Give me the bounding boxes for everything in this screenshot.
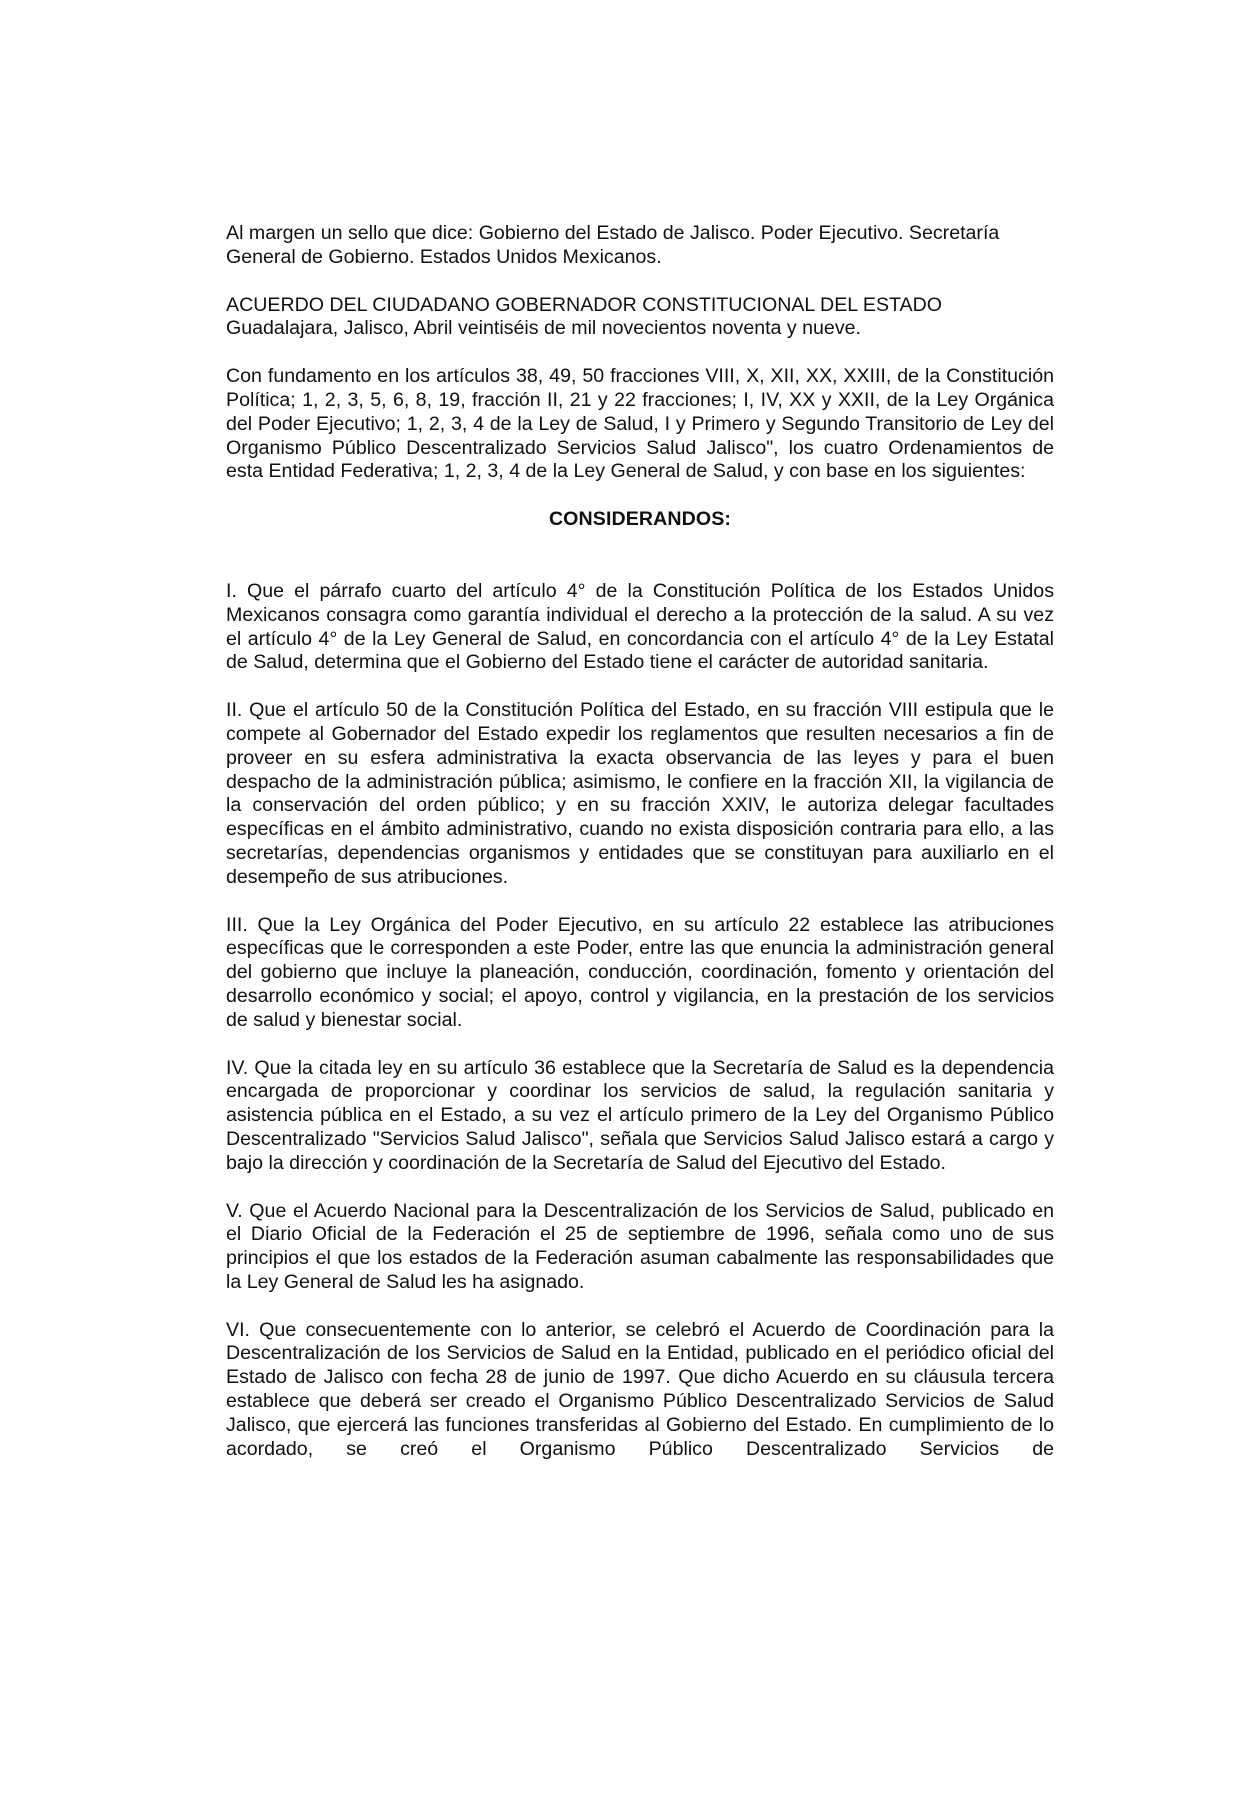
acuerdo-title: ACUERDO DEL CIUDADANO GOBERNADOR CONSTITUCIONAL DEL ESTADO xyxy=(226,293,942,316)
considerando-iv: IV. Que la citada ley en su artículo 36 establece que la Secretaría de Salud es la dependencia encargada de proporcionar y coordinar los servicios de salud, la regulación sanitaria y asistencia pública en el Estado, a su vez el artículo primero de la Ley del Organismo Público Descentralizado "Servicios Salud Jalisco", señala que Servicios Salud Jalisco estará a cargo y bajo la dirección y coordinación de la Secretaría de Salud del Ejecutivo del Estado. xyxy=(226,1056,1054,1174)
spacer xyxy=(226,675,1054,699)
spacer xyxy=(226,890,1054,914)
considerando-iii: III. Que la Ley Orgánica del Poder Ejecutivo, en su artículo 22 establece las atribuciones específicas que le corresponden a este Poder, entre las que enuncia la administración general del gobierno que incluye la planeación, conducción, coordinación, fomento y orientación del desarrollo económico y social; el apoyo, control y vigilancia, en la prestación de los servicios de salud y bienestar social. xyxy=(226,913,1054,1031)
spacer xyxy=(226,270,1054,294)
spacer xyxy=(226,1033,1054,1057)
seal-note-line-1: Al margen un sello que dice: Gobierno del Estado de Jalisco. Poder Ejecutivo. Secretaría xyxy=(226,222,1000,244)
considerando-ii: II. Que el artículo 50 de la Constitución Política del Estado, en su fracción VIII estipula que le compete al Gobernador del Estado expedir los reglamentos que resulten necesarios a fin de proveer en su esfera administrativa la exacta observancia de las leyes y para el buen despacho de la administración pública; asimismo, le confiere en la fracción XII, la vigilancia de la conservación del orden público; y en su fracción XXIV, le autoriza delegar facultades específicas en el ámbito administrativo, cuando no exista disposición contraria para ello, a las secretarías, dependencias organismos y entidades que se constituyan para auxiliarlo en el desempeño de sus atribuciones. xyxy=(226,699,1054,888)
spacer xyxy=(226,484,1054,508)
seal-note-line-2: General de Gobierno. Estados Unidos Mexicanos. xyxy=(226,245,662,268)
considerando-i: I. Que el párrafo cuarto del artículo 4° de la Constitución Política de los Estados Unidos Mexicanos consagra como garantía individual el derecho a la protección de la salud. A su vez el artículo 4° de la Ley General de Salud, en concordancia con el artículo 4° de la Ley Estatal de Salud, determina que el Gobierno del Estado tiene el carácter de autoridad sanitaria. xyxy=(226,579,1054,674)
spacer xyxy=(226,532,1054,580)
spacer xyxy=(226,341,1054,365)
acuerdo-place-date: Guadalajara, Jalisco, Abril veintiséis de mil novecientos noventa y nueve. xyxy=(226,317,861,340)
document-page xyxy=(226,222,1054,1461)
spacer xyxy=(226,1295,1054,1319)
considerandos-heading: CONSIDERANDOS: xyxy=(548,508,732,531)
considerando-vi: VI. Que consecuentemente con lo anterior, se celebró el Acuerdo de Coordinación para la Descentralización de los Servicios de Salud en la Entidad, publicado en el periódico oficial del Estado de Jalisco con fecha 28 de junio de 1997. Que dicho Acuerdo en su cláusula tercera establece que deberá ser creado el Organismo Público Descentralizado Servicios de Salud Jalisco, que ejercerá las funciones transferidas al Gobierno del Estado. En cumplimiento de lo acordado, se creó el Organismo Público Descentralizado Servicios de xyxy=(226,1318,1054,1460)
considerando-v: V. Que el Acuerdo Nacional para la Descentralización de los Servicios de Salud, publicado en el Diario Oficial de la Federación el 25 de septiembre de 1996, señala como uno de sus principios el que los estados de la Federación asuman cabalmente las responsabilidades que la Ley General de Salud les ha asignado. xyxy=(226,1199,1054,1293)
fundamento-paragraph: Con fundamento en los artículos 38, 49, 50 fracciones VIII, X, XII, XX, XXIII, de la Constitución Política; 1, 2, 3, 5, 6, 8, 19, fracción II, 21 y 22 fracciones; I, IV, XX y XXII, de la Ley Orgánica del Poder Ejecutivo; 1, 2, 3, 4 de la Ley de Salud, I y Primero y Segundo Transitorio de Ley del Organismo Público Descentralizado Servicios Salud Jalisco", los cuatro Ordenamientos de esta Entidad Federativa; 1, 2, 3, 4 de la Ley General de Salud, y con base en los siguientes: xyxy=(226,365,1054,483)
spacer xyxy=(226,1176,1054,1200)
